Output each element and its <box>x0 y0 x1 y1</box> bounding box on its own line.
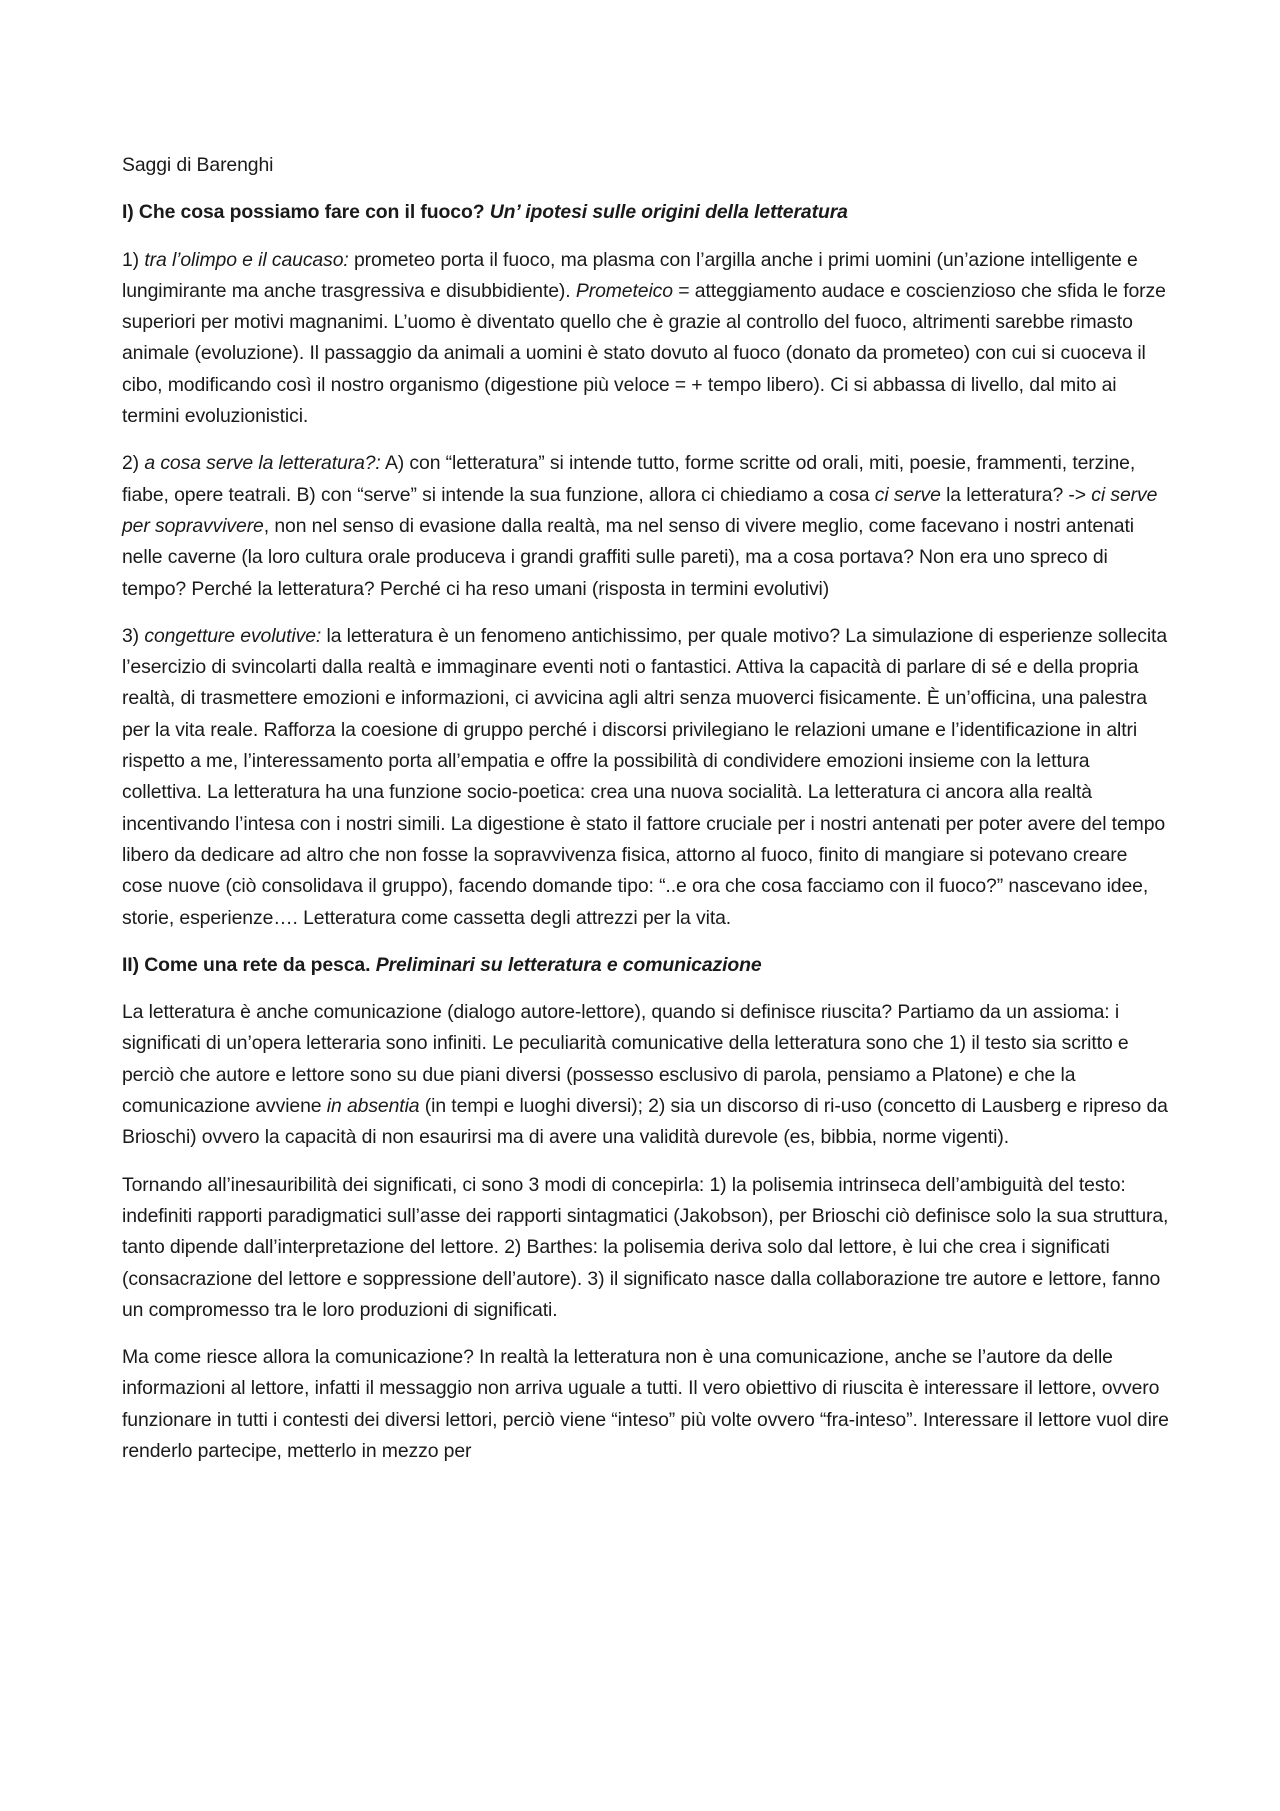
paragraph-subtitle: tra l’olimpo e il caucaso: <box>144 248 349 271</box>
section-2-heading <box>122 950 1172 981</box>
document-page <box>122 150 1172 1483</box>
paragraph-text: La letteratura è anche comunicazione (dialogo autore-lettore), quando si definisce riuscita? Partiamo da un assioma: i significati di un’opera letteraria sono infiniti. Le peculiarità comunicative della letteratura sono che 1) il testo sia scritto e perciò che autore e lettore sono su due piani diversi (possesso esclusivo di parola, pensiamo a Platone) e che la comunicazione avviene <box>122 1001 1129 1118</box>
paragraph-italic-term: ci serve <box>874 483 941 506</box>
section-2-heading-subtitle: Preliminari su letteratura e comunicazione <box>375 953 762 976</box>
paragraph-text: A) con “letteratura” si intende tutto, forme scritte od orali, miti, poesie, frammenti, terzine, fiabe, opere teatrali. B) con “serve” si intende la sua funzione, allora ci chiediamo a cosa <box>122 452 1136 506</box>
section-2-heading-text: II) Come una rete da pesca. <box>122 953 371 976</box>
section-2-paragraph-3: Ma come riesce allora la comunicazione? In realtà la letteratura non è una comunicazione, anche se l’autore da delle informazioni al lettore, infatti il messaggio non arriva uguale a tutti. Il vero obiettivo di riuscita è interessare il lettore, ovvero funzionare in tutti i contesti dei diversi lettori, perciò viene “inteso” più volte ovvero “fra-inteso”. Interessare il lettore vuol dire renderlo partecipe, metterlo in mezzo per <box>122 1346 1169 1462</box>
section-1-heading-text: I) Che cosa possiamo fare con il fuoco? <box>122 201 485 224</box>
section-2-paragraph-1 <box>122 997 1172 1153</box>
section-1-paragraph-2 <box>122 448 1172 604</box>
paragraph-text: (in tempi e luoghi diversi); 2) sia un discorso di ri-uso (concetto di Lausberg e ripreso da Brioschi) ovvero la capacità di non esaurirsi ma di avere una validità durevole (es, bibbia, norme vigenti). <box>122 1095 1168 1149</box>
section-2-paragraph-2: Tornando all’inesauribilità dei significati, ci sono 3 modi di concepirla: 1) la polisemia intrinseca dell’ambiguità del testo: indefiniti rapporti paradigmatici sull’asse dei rapporti sintagmatici (Jakobson), per Brioschi ciò definisce solo la sua struttura, tanto dipende dall’interpretazione del lettore. 2) Barthes: la polisemia deriva solo dal lettore, è lui che crea i significati (consacrazione del lettore e soppressione dell’autore). 3) il significato nasce dalla collaborazione tre autore e lettore, fanno un compromesso tra le loro produzioni di significati. <box>122 1173 1169 1321</box>
paragraph-text: la letteratura è un fenomeno antichissimo, per quale motivo? La simulazione di esperienze sollecita l’esercizio di svincolarti dalla realtà e immaginare eventi noti o fantastici. Attiva la capacità di parlare di sé e della propria realtà, di trasmettere emozioni e informazioni, ci avvicina agli altri senza muoverci fisicamente. È un’officina, una palestra per la vita reale. Rafforza la coesione di gruppo perché i discorsi privilegiano le relazioni umane e l’identificazione in altri rispetto a me, l’interessamento porta all’empatia e offre la possibilità di condividere emozioni insieme con la lettura collettiva. La letteratura ha una funzione socio-poetica: crea una nuova socialità. La letteratura ci ancora alla realtà incentivando l’intesa con i nostri simili. La digestione è stato il fattore cruciale per i nostri antenati per poter avere del tempo libero da dedicare ad altro che non fosse la sopravvivenza fisica, attorno al fuoco, finito di mangiare si potevano creare cose nuove (ciò consolidava il gruppo), facendo domande tipo: “..e ora che cosa facciamo con il fuoco?” nascevano idee, storie, esperienze…. Letteratura come cassetta degli attrezzi per la vita. <box>122 624 1168 929</box>
paragraph-subtitle: a cosa serve la letteratura?: <box>144 452 381 475</box>
paragraph-text: la letteratura? -> <box>946 483 1086 506</box>
section-1-heading <box>122 197 1172 228</box>
section-1-paragraph-1 <box>122 245 1172 433</box>
paragraph-italic-term: in absentia <box>326 1095 420 1118</box>
paragraph-italic-term: Prometeico <box>575 279 673 302</box>
paragraph-text: , non nel senso di evasione dalla realtà, ma nel senso di vivere meglio, come facevano i nostri antenati nelle caverne (la loro cultura orale produceva i grandi graffiti sulle pareti), ma a cosa portava? Non era uno spreco di tempo? Perché la letteratura? Perché ci ha reso umani (risposta in termini evolutivi) <box>122 514 1134 600</box>
section-1-paragraph-3 <box>122 621 1172 934</box>
section-1-heading-subtitle: Un’ ipotesi sulle origini della letteratura <box>489 201 848 224</box>
paragraph-number: 2) <box>122 452 140 475</box>
paragraph-text: = atteggiamento audace e coscienzioso che sfida le forze superiori per motivi magnanimi. L’uomo è diventato quello che è grazie al controllo del fuoco, altrimenti sarebbe rimasto animale (evoluzione). Il passaggio da animali a uomini è stato dovuto al fuoco (donato da prometeo) con cui si cuoceva il cibo, modificando così il nostro organismo (digestione più veloce = + tempo libero). Ci si abbassa di livello, dal mito ai termini evoluzionistici. <box>122 279 1166 428</box>
paragraph-subtitle: congetture evolutive: <box>144 624 322 647</box>
paragraph-text: prometeo porta il fuoco, ma plasma con l’argilla anche i primi uomini (un’azione intelligente e lungimirante ma anche trasgressiva e disubbidiente). <box>122 248 1138 302</box>
document-title: Saggi di Barenghi <box>122 154 274 176</box>
paragraph-number: 3) <box>122 624 140 647</box>
paragraph-number: 1) <box>122 248 140 271</box>
paragraph-italic-term: ci serve per sopravvivere <box>122 483 1158 537</box>
